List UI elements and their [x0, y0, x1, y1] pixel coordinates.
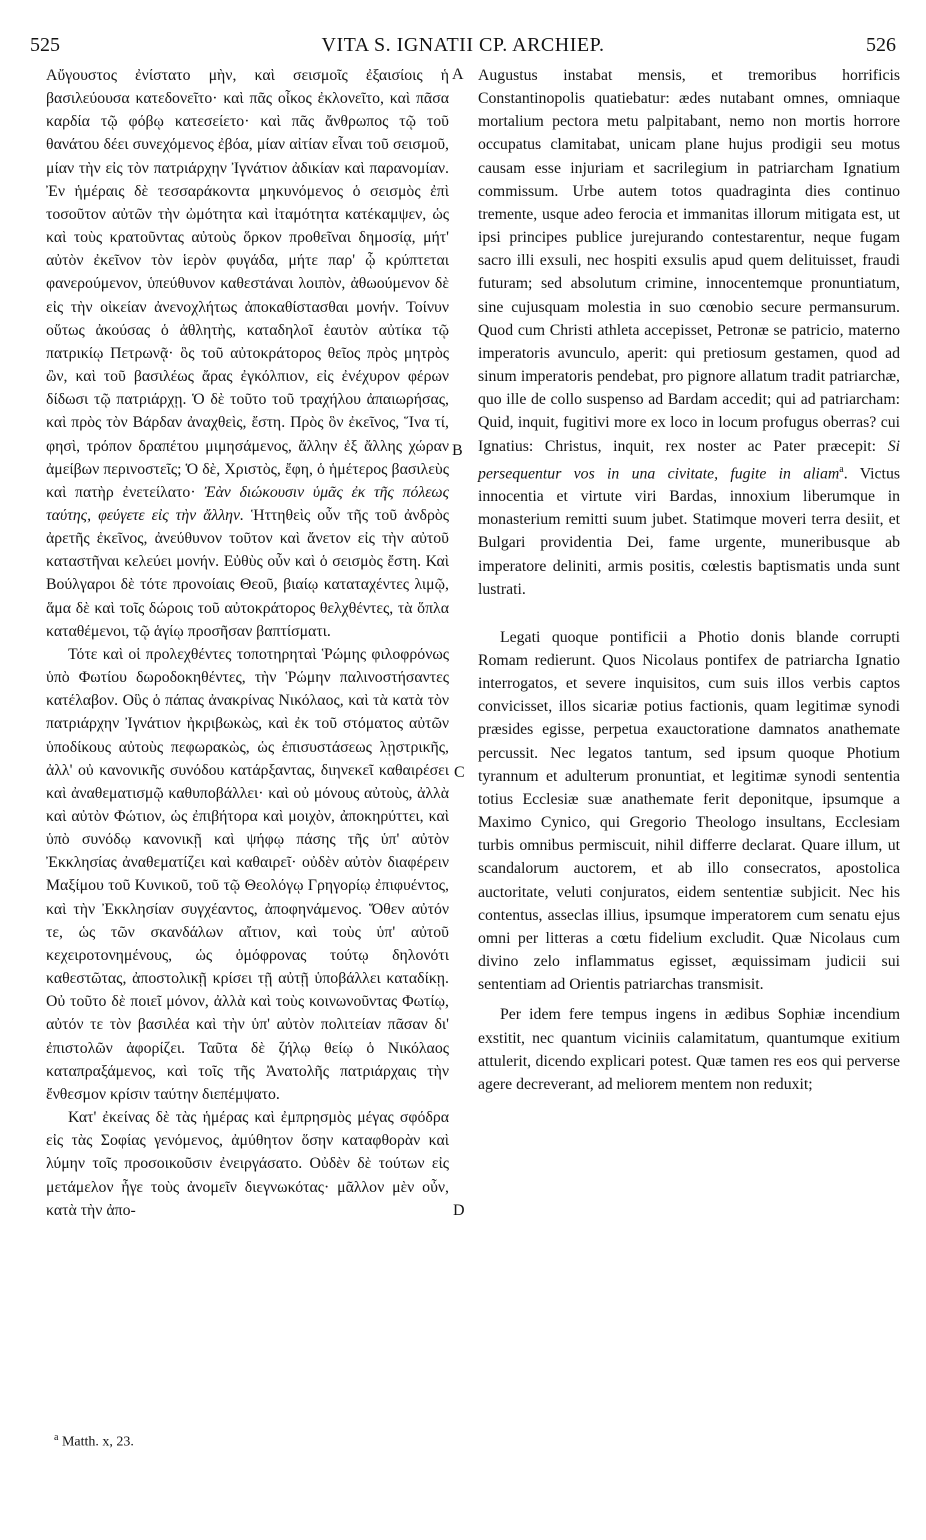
latin-p1-end: . Victus innocentia et virtute viri Bardas, innoxium liberumque in monasterium remitti suum jubet. Statimque moveri terra desiit, et Bulgari providentia Dei, fame urgente, muneribusque ab imperatore deliniti, armis positis, cœlestis baptismatis unda sunt lustrati.: [478, 464, 900, 598]
greek-paragraph-3: Κατ' ἐκείνας δὲ τὰς ἡμέρας καὶ ἐμπρησμὸς μέγας σφόδρα εἰς τὰς Σοφίας γενόμενος, ἀμύθητον ὅσην καταφθορὰν καὶ λύμην τοῖς προσοικοῦσιν ἐνειργάσατο. Οὐδὲν δὲ τούτων εἰς μετάμελον ἦγε τοὺς ἀνομεῖν διεγνωκότας· μᾶλλον μὲν οὖν, κατὰ τὴν ἀπο-: [46, 1109, 449, 1219]
latin-p1-text: Augustus instabat mensis, et tremoribus horrificis Constantinopolis quatiebatur: ædes nutabant omnes, omniaque mortalium pectora metu palpitabant, nemo non mortis horrore occupatus clamitabat, unicam plane hujus prodigii seu motus causam esse injuriam et sacrilegium in patriarcham Ignatium commissum. Urbe autem totos quadraginta dies continuo tremente, usque adeo ferocia et immanitas illorum mitigata est, ut ipsi principes publice jurejurando contestarentur, neque fugam sacro illi exsuli, nec hospiti exsulis apud quem delituisset, fraudi futuram; sed absolutum crimine, innocentemque pronuntiatum, sine cujusquam molestia in suo cœnobio secure permansurum. Quod cum Christi athleta accepisset, Petronæ se patricio, materno imperatoris avunculo, aperit: qui pretiosum gestamen, quod ad sinum imperatoris pendebat, pro pignore allatum tradit patriarchæ, quo ille de collo suspenso ad Bardam accedit; qui ad patriarcham: Quid, inquit, fugitivi more ex loco in locum profugus oberras? cui Ignatius: Christus, inquit, rex noster ac Pater præcepit:: [478, 67, 900, 455]
column-gap: [478, 601, 900, 626]
margin-letter-c: C: [454, 764, 465, 781]
footnote-mark: a: [54, 1432, 59, 1443]
latin-paragraph-1: [478, 64, 900, 601]
greek-column: [46, 64, 449, 1222]
greek-paragraph-1: [46, 64, 449, 643]
margin-letter-d: D: [453, 1202, 465, 1219]
greek-p1-end: Ἡττηθεὶς οὖν τῆς τοῦ ἀνδρὸς ἀρετῆς ἐκεῖνος, ἀνεύθυνον τοῦτον καὶ ἄνετον εἰς τὴν αὐτοῦ καταστῆναι κελεύει μονήν. Εὐθὺς οὖν καὶ ὁ σεισμὸς ἔστη. Καὶ Βούλγαροι δὲ τότε προνοίαις Θεοῦ, βιαίῳ καταταχέντες λιμῷ, ἅμα δὲ καὶ τοῖς δώροις τοῦ αὐτοκράτορος θελχθέντες, τὰ ὅπλα καταθέμενοι, τῷ ἁγίῳ προσῆσαν βαπτίσματι.: [46, 506, 450, 640]
latin-paragraph-3: Per idem fere tempus ingens in ædibus Sophiæ incendium exstitit, nec quantum viciniis calamitatum, quantumque exitium attulerit, dicendo explicari potest. Quæ tamen res eos qui perverse agere decreverant, ad meliorem mentem non reduxit;: [478, 1006, 900, 1093]
page-number-right: 526: [866, 34, 896, 56]
running-header: [30, 34, 896, 62]
footnote-text: Matth. x, 23.: [61, 1434, 134, 1450]
greek-p1-text: Αὔγουστος ἐνίστατο μὴν, καὶ σεισμοῖς ἐξαισίοις ἡ βασιλεύουσα κατεδονεῖτο· καὶ πᾶς οἶκος ἐκλονεῖτο, καὶ πᾶσα καρδία τῷ φόβῳ κατεσείετο· καὶ πᾶς ἄνθρωπος τῷ τοῦ θανάτου δέει συνεχόμενος ἐβόα, μίαν αἰτίαν εἶναι τοῦ σεισμοῦ, μίαν τὴν εἰς τὸν πατριάρχην Ἰγνάτιον ἀδικίαν καὶ παρανομίαν. Ἐν ἡμέραις δὲ τεσσαράκοντα μηκυνόμενος ὁ σεισμὸς ἐπὶ τοσοῦτον αὐτῶν τὴν ὠμότητα καὶ ἰταμότητα κατέκαμψεν, ὡς καὶ τοὺς κρατοῦντας αὐτοὺς ὅρκον προθεῖναι δημοσίᾳ, μήτ' αὐτὸν ἐκεῖνον τὸν ἱερὸν φυγάδα, μήτε παρ' ᾧ κρύπτεται φανερούμενον, ὑπεύθυνον καθεστάναι λοιπὸν, ἀθωούμενον δὲ εἰς τὴν οἰκείαν ἀνενοχλήτως ἀποκαθίστασθαι μονήν. Τοίνυν οὕτως ἀκούσας ὁ ἀθλητὴς, καταδηλοῖ ἑαυτὸν αὐτίκα τῷ πατρικίῳ Πετρωνᾷ· ὃς τοῦ αὐτοκράτορος θεῖος πρὸς μητρὸς ὢν, καὶ τοῦ βασιλέως ἄρας ἐγκόλπιον, εἰς ἐνέχυρον φέρων δίδωσι τῷ πατριάρχῃ. Ὁ δὲ τοῦτο τοῦ τραχήλου ἀπαιωρήσας, καὶ πρὸς τὸν Βάρδαν ἀναχθεὶς, ἔστη. Πρὸς ὃν ἐκεῖνος, Ἵνα τί, φησὶ, τρόπον δραπέτου μιμησάμενος, ἄλλην ἐξ ἄλλης χώραν ἀμείβων περινοστεῖς; Ὁ δὲ, Χριστὸς, ἔφη, ὁ ἡμέτερος βασιλεὺς καὶ πατὴρ ἐνετείλατο·: [46, 67, 449, 501]
running-title: VITA S. IGNATII CP. ARCHIEP.: [321, 34, 605, 56]
page-number-left: 525: [30, 34, 60, 56]
latin-p1-quote: Si persequentur vos in una civitate, fugite in aliam: [478, 437, 900, 482]
footnote-reference: a: [839, 463, 844, 475]
greek-p1-quote: Ἐὰν διώκουσιν ὑμᾶς ἐκ τῆς πόλεως ταύτης, φεύγετε εἰς τὴν ἄλλην.: [46, 483, 449, 524]
margin-letter-a: A: [452, 66, 464, 83]
margin-letter-b: B: [452, 442, 463, 459]
latin-column: [478, 64, 900, 1096]
footnote: [54, 1432, 134, 1451]
latin-paragraph-2: Legati quoque pontificii a Photio donis blande corrupti Romam redierunt. Quos Nicolaus pontifex de patriarcha Ignatio interrogatos, et severe inquisitos, cum suis illos verbis captos convicisset, illos sicariæ potius factionis, quam legitimæ synodi præsides egisse, perpetua exauctoratione damnatos anathemate percussit. Nec legatos tantum, sed ipsum quoque Photium tyrannum et adulterum pronuntiat, et legitimæ synodi sententia totius Ecclesiæ suæ anathemate ferit deponitque, ipsumque a Maximo Cynico, qui Gregorio Theologo insultans, Ecclesiam turbis omnibus permiscuit, nihil differre declarat. Quare illum, ut scandalorum auctorem, et ab illo consecratos, apostolica auctoritate, veluti conjuratos, eidem sententiæ subjicit. Nec his contentus, asseclas illius, ipsumque imperatorem cum senatu ejus omni per litteras a cœtu fidelium excludit. Quæ Nicolaus cum divino zelo inflammatus egisset, æquissimam judicii sui sententiam ad Orientis patriarchas transmisit.: [478, 628, 900, 994]
greek-paragraph-2: Τότε καὶ οἱ προλεχθέντες τοποτηρηταὶ Ῥώμης φιλοφρόνως ὑπὸ Φωτίου δωροδοκηθέντες, τὴν Ῥώμην παλινοστήσαντες κατέλαβον. Οὓς ὁ πάπας ἀνακρίνας Νικόλαος, καὶ τὰ κατὰ τὸν πατριάρχην Ἰγνάτιον ἠκριβωκὼς, καὶ ἐκ τοῦ στόματος αὐτῶν ὑποδίκους αὐτοὺς πεφωρακὼς, ὡς ἐπισυστάσεως λῃστρικῆς, ἀλλ' οὐ κανονικῆς συνόδου κατάρξαντας, διηνεκεῖ καθαιρέσει καὶ ἀναθεματισμῷ καθυποβάλλει· καὶ οὐ μόνους αὐτοὺς, ἀλλὰ καὶ αὐτὸν Φώτιον, ὡς ἐπιβήτορα καὶ μοιχὸν, ἀποκηρύττει, καὶ ὑπὸ συνόδῳ κανονικῇ καὶ ψήφῳ πάσης τῆς ὑπ' αὐτὸν Ἐκκλησίας ἀναθεματίζει καὶ καθαιρεῖ· οὐδὲν αὐτὸν διαφέρειν Μαξίμου τοῦ Κυνικοῦ, τοῦ τῷ Θεολόγῳ Γρηγορίῳ ἐπιφυέντος, καὶ τὴν Ἐκκλησίαν συγχέαντος, ἀποφηνάμενος. Ὅθεν αὐτόν τε, ὡς τῶν σκανδάλων αἴτιον, καὶ τοὺς ὑπ' αὐτοῦ κεχειροτονημένους, ὡς ὁμόφρονας τούτῳ δηλονότι καθεστῶτας, ἀποστολικῇ κρίσει τῇ αὐτῇ ὑποβάλλει καταδίκῃ. Οὐ τοῦτο δὲ ποιεῖ μόνον, ἀλλὰ καὶ τοὺς κοινωνοῦντας Φωτίῳ, αὐτόν τε τὸν βασιλέα καὶ τὴν ὑπ' αὐτὸν πολιτείαν πᾶσαν δι' ἐπιστολῶν ἀφορίζει. Ταῦτα δὲ ζήλῳ θείῳ ὁ Νικόλαος καταπραξάμενος, καὶ τοῖς τῆς Ἀνατολῆς πατριάρχαις τὴν ἔνθεσμον κρίσιν ταύτην διεπέμψατο.: [46, 645, 449, 1103]
